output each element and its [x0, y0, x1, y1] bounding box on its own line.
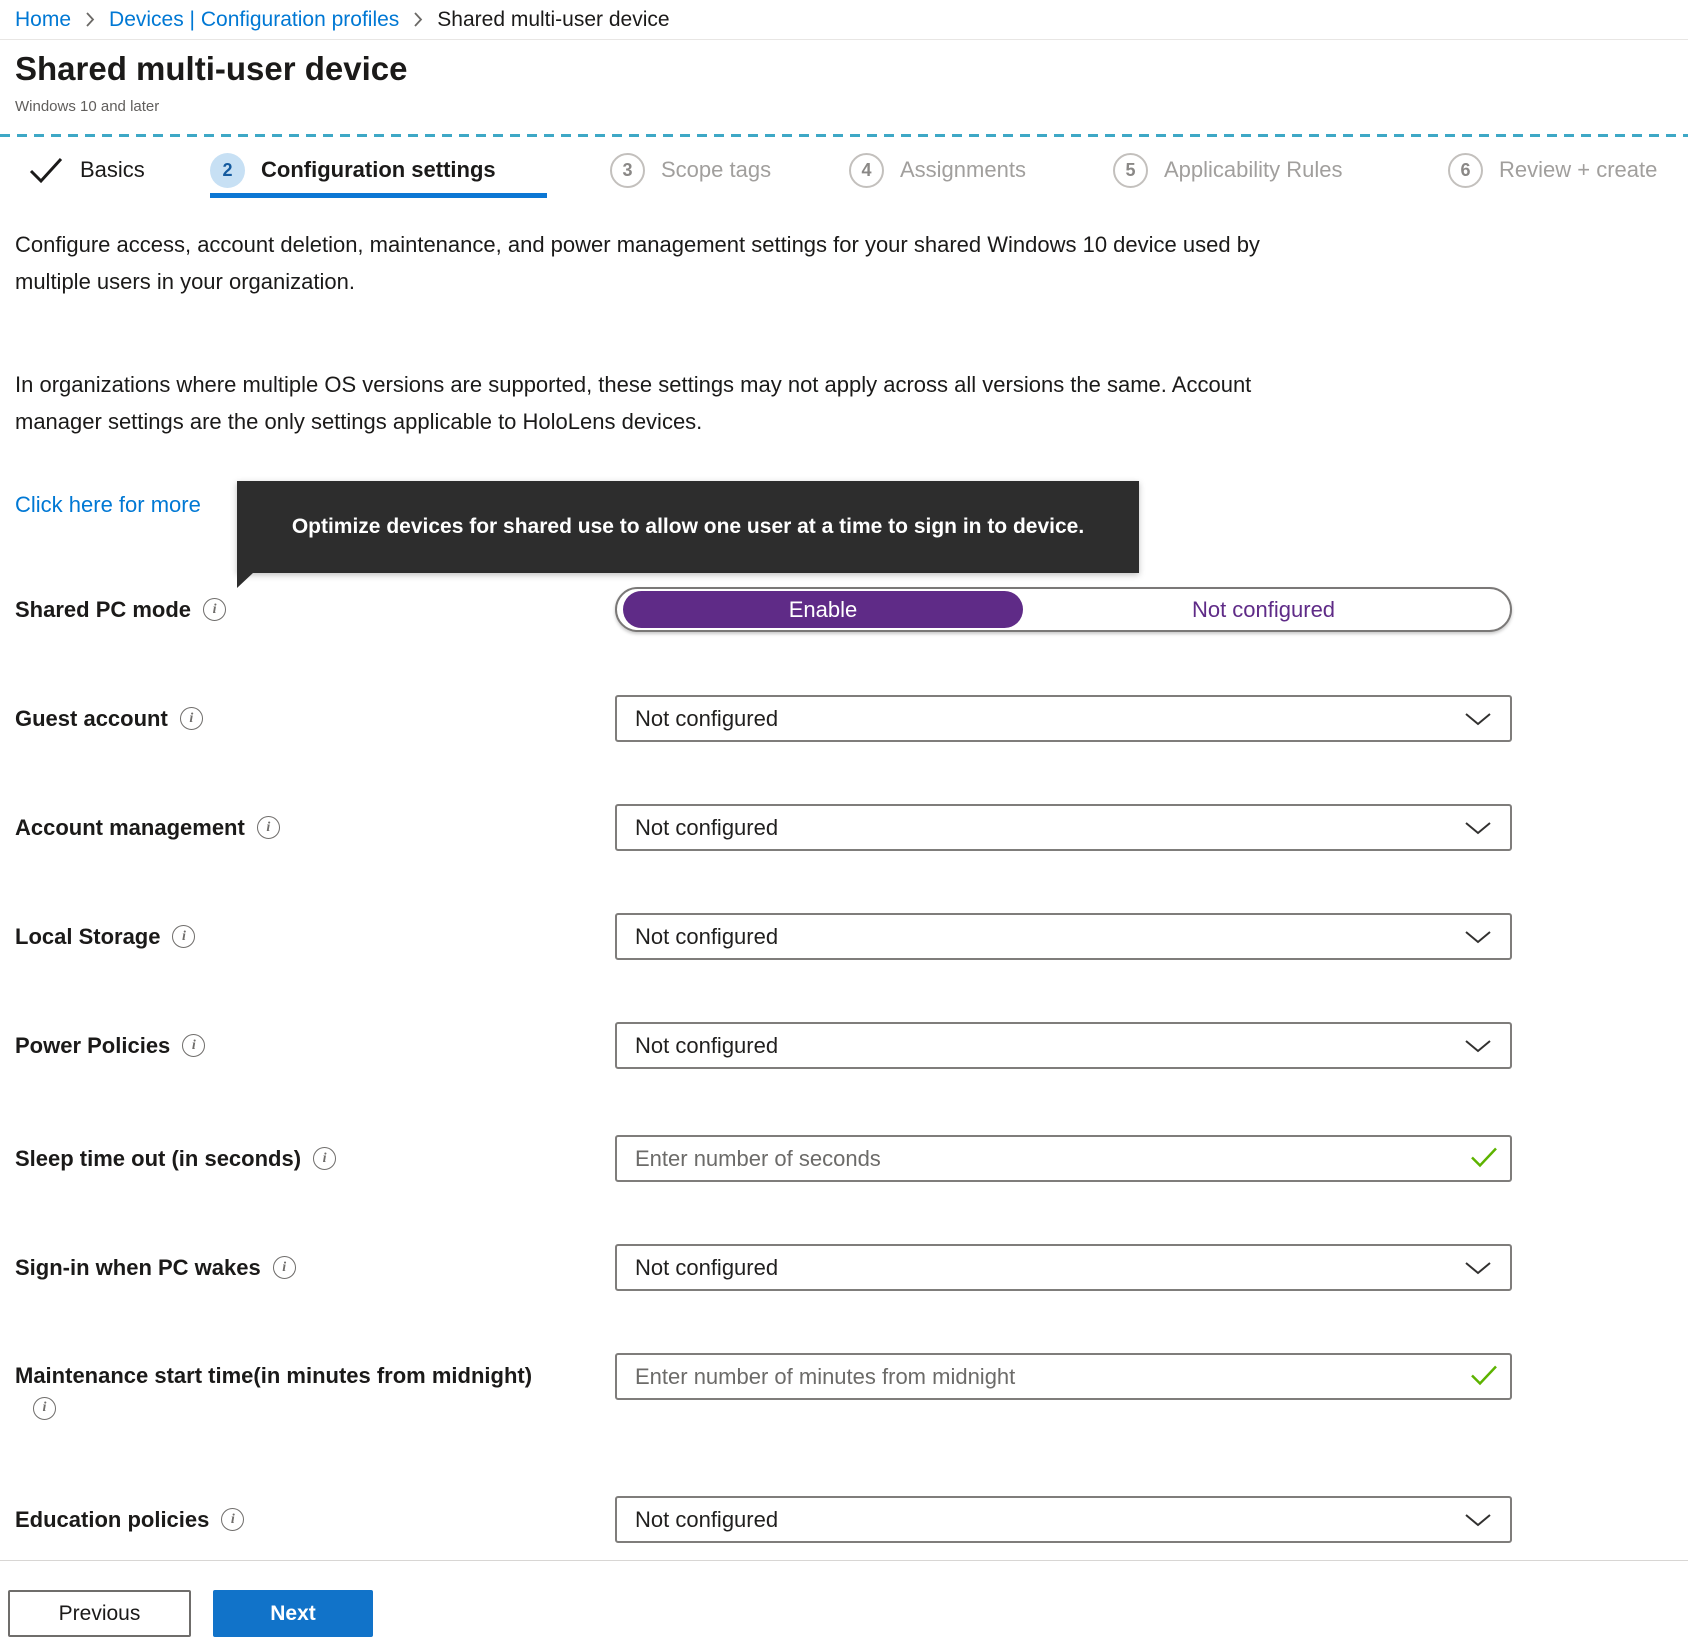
info-icon[interactable]: i: [273, 1256, 296, 1279]
step-number-badge: 4: [849, 153, 884, 188]
tab-label: Assignments: [900, 157, 1026, 182]
tab-label: Configuration settings: [261, 157, 496, 182]
setting-label: [15, 1022, 205, 1069]
setting-label: [15, 913, 195, 960]
breadcrumb-chevron-icon: [413, 11, 423, 28]
setting-label-text: Sleep time out (in seconds): [15, 1145, 302, 1171]
chevron-down-icon: [1464, 1255, 1492, 1281]
select-value: Not configured: [635, 1254, 779, 1280]
tab-label: Scope tags: [661, 157, 772, 182]
setting-label-info-line: [33, 1396, 56, 1420]
local-storage-select[interactable]: [615, 913, 1512, 960]
account-management-select[interactable]: [615, 804, 1512, 851]
info-icon[interactable]: i: [180, 707, 203, 730]
tab-configuration-settings[interactable]: [210, 150, 496, 190]
step-number-badge: 3: [610, 153, 645, 188]
breadcrumb-chevron-icon: [85, 11, 95, 28]
maintenance-start-time-input[interactable]: [617, 1355, 1510, 1398]
info-icon[interactable]: i: [221, 1508, 244, 1531]
toggle-option-enable[interactable]: Enable: [623, 591, 1023, 628]
more-info-link[interactable]: Click here for more: [15, 492, 201, 517]
setting-label-text: Maintenance start time(in minutes from midnight): [15, 1363, 533, 1388]
guest-account-select[interactable]: [615, 695, 1512, 742]
tab-label: Applicability Rules: [1164, 157, 1343, 182]
tooltip-caret: [237, 572, 254, 588]
setting-label: [15, 1361, 615, 1391]
setting-label-text: Account management: [15, 814, 245, 840]
education-policies-select[interactable]: [615, 1496, 1512, 1543]
select-value: Not configured: [635, 923, 779, 949]
setting-label-text: Local Storage: [15, 923, 161, 949]
page-title: Shared multi-user device: [15, 50, 408, 87]
breadcrumb: [0, 0, 1688, 40]
chevron-down-icon: [1464, 924, 1492, 950]
toggle-option-not-configured[interactable]: Not configured: [1191, 596, 1336, 622]
step-number-badge: 6: [1448, 153, 1483, 188]
setting-label: [15, 1135, 336, 1182]
dashed-separator: [0, 134, 1688, 137]
chevron-down-icon: [1464, 706, 1492, 732]
select-value: Not configured: [635, 1032, 779, 1058]
breadcrumb-current-page: Shared multi-user device: [437, 7, 670, 31]
info-icon[interactable]: i: [33, 1397, 56, 1420]
step-number-badge: 2: [210, 153, 245, 188]
setting-label: [15, 587, 226, 632]
previous-button[interactable]: Previous: [8, 1590, 191, 1637]
info-icon[interactable]: i: [257, 816, 280, 839]
setting-label-text: Guest account: [15, 705, 168, 731]
chevron-down-icon: [1464, 815, 1492, 841]
breadcrumb-devices-link[interactable]: Devices | Configuration profiles: [109, 7, 400, 31]
green-check-icon: [1470, 1363, 1498, 1390]
chevron-down-icon: [1464, 1033, 1492, 1059]
power-policies-select[interactable]: [615, 1022, 1512, 1069]
info-icon[interactable]: i: [203, 598, 226, 621]
shared-pc-mode-toggle: [615, 587, 1512, 632]
maintenance-start-time-field-wrap: [615, 1353, 1512, 1400]
tab-label: Basics: [80, 157, 145, 182]
tooltip: [237, 481, 1139, 573]
setting-label-text: Power Policies: [15, 1032, 171, 1058]
info-icon[interactable]: i: [313, 1147, 336, 1170]
tab-review-create[interactable]: [1448, 150, 1657, 190]
info-icon[interactable]: i: [182, 1034, 205, 1057]
wizard-steps: [0, 150, 1688, 194]
select-value: Not configured: [635, 814, 779, 840]
setting-label-text: Education policies: [15, 1506, 210, 1532]
green-check-icon: [1470, 1145, 1498, 1172]
completed-check-icon: [28, 156, 64, 184]
setting-label: [15, 1244, 296, 1291]
setting-label-text: Sign-in when PC wakes: [15, 1254, 261, 1280]
select-value: Not configured: [635, 1506, 779, 1532]
tab-scope-tags[interactable]: [610, 150, 771, 190]
intro-paragraph-1: Configure access, account deletion, maintenance, and power management settings for your shared Windows 10 device used by multiple users in your organization.: [15, 232, 1260, 294]
intro-paragraph-2: In organizations where multiple OS versions are supported, these settings may not apply across all versions the same. Account manager settings are the only settings applicable to HoloLens devices.: [15, 372, 1252, 434]
tab-basics[interactable]: [28, 150, 145, 190]
setting-label: [15, 804, 280, 851]
tab-label: Review + create: [1499, 157, 1658, 182]
chevron-down-icon: [1464, 1507, 1492, 1533]
footer-divider: [0, 1560, 1688, 1561]
breadcrumb-home-link[interactable]: Home: [15, 7, 72, 31]
sleep-timeout-field-wrap: [615, 1135, 1512, 1182]
active-tab-underline: [210, 193, 547, 198]
info-icon[interactable]: i: [172, 925, 195, 948]
tab-assignments[interactable]: [849, 150, 1026, 190]
next-button[interactable]: Next: [213, 1590, 373, 1637]
signin-when-pc-wakes-select[interactable]: [615, 1244, 1512, 1291]
step-number-badge: 5: [1113, 153, 1148, 188]
tab-applicability-rules[interactable]: [1113, 150, 1343, 190]
setting-label-text: Shared PC mode: [15, 596, 192, 622]
tooltip-text: Optimize devices for shared use to allow one user at a time to sign in to device.: [291, 515, 1085, 538]
select-value: Not configured: [635, 705, 779, 731]
setting-label: [15, 695, 203, 742]
page-subtitle: Windows 10 and later: [15, 98, 160, 115]
setting-label: [15, 1496, 244, 1543]
sleep-timeout-input[interactable]: [617, 1137, 1510, 1180]
